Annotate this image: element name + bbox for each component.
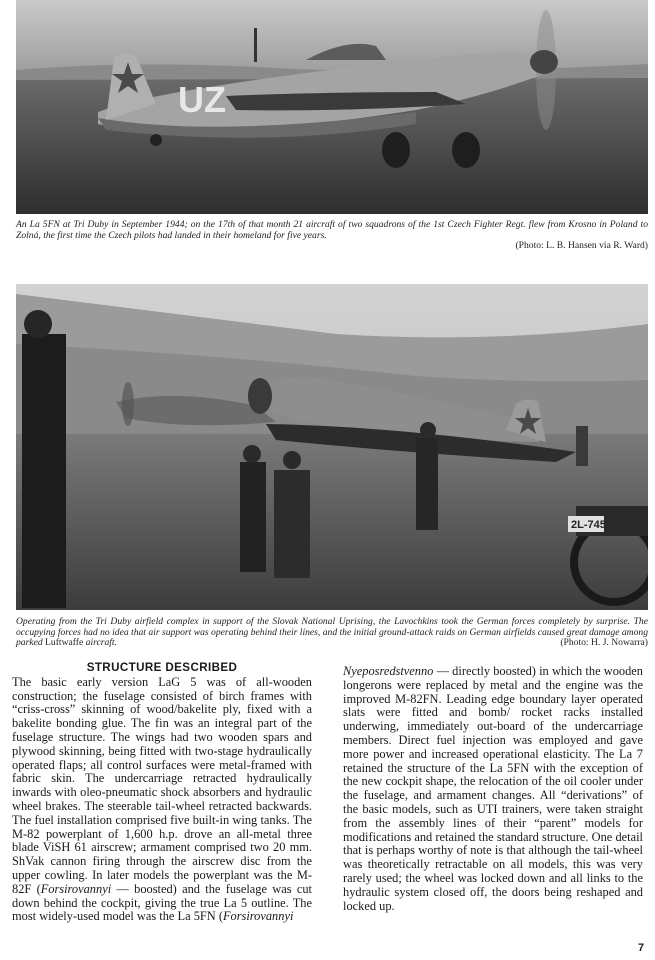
section-heading: STRUCTURE DESCRIBED	[86, 661, 238, 674]
bottom-photo-caption	[16, 617, 648, 649]
vehicle-plate: 2L-745	[571, 519, 606, 531]
aircraft-marking: UZ	[178, 79, 226, 120]
photo-credit: (Photo: H. J. Nowarra)	[560, 637, 648, 649]
body-term: Forsirovannyi	[222, 909, 294, 924]
la-5fn-photo-illustration	[16, 0, 648, 214]
body-text: The basic early version LaG 5 was of all-wooden construction; the fuselage consisted of birch frames with “criss-cross” skinning of wood/bakelite ply, fixed with a bakelite bonding glue. The fin was an integral part of the fuselage structure. The wings had two wooden spars and plywood skinning, being fitted with two-stage hydraulically operated flaps; all control surfaces were metal-framed with fabric skin. The undercarriage retracted hydraulically inwards with oleo-pneumatic shock absorbers and hydraulic wheel brakes. The steerable tail-wheel retracted backwards. The fuel installation comprised five built-in wing tanks. The M-82 powerplant of 1,600 h.p. drove an all-metal three blade ViSH 61 airscrew; armament comprised two 20 mm. ShVak cannon firing through the airscrew disc from the upper cowling. In later models the powerplant was the M-82F (	[12, 674, 312, 896]
article-column-left	[12, 661, 312, 924]
article-column-right	[343, 665, 643, 913]
photo-credit: (Photo: L. B. Hansen via R. Ward)	[515, 240, 648, 252]
body-term: Nyeposredstvenno	[343, 664, 434, 678]
caption-text: Operating from the Tri Duby airfield complex in support of the Slovak National Uprising, the Lavochkins took the German forces completely by surprise. The occupying forces had no idea that air support was operating behind their lines, and the initial ground-attack raids on German airfields caused great damage among parked	[16, 616, 648, 649]
body-paragraph	[343, 665, 643, 913]
bottom-photograph	[16, 284, 648, 610]
top-photograph	[16, 0, 648, 214]
lavochkin-airfield-photo-illustration	[16, 284, 648, 610]
top-photo-caption	[16, 220, 648, 252]
caption-text: An La 5FN at Tri Duby in September 1944; on the 17th of that month 21 aircraft of two squadrons of the 1st Czech Fighter Regt. flew from Krosno in Poland to Zolná, the first time the Czech pilots had landed in their homeland for five years.	[16, 219, 648, 241]
caption-text-upright: Luftwaffe	[45, 637, 84, 649]
body-text: — boosted) and the fuselage was cut down behind the cockpit, giving the true La 5 outline. The most widely-used model was the La 5FN (	[12, 881, 312, 924]
body-term: Forsirovannyi	[40, 881, 112, 896]
body-paragraph	[12, 676, 312, 924]
page-number: 7	[638, 942, 645, 954]
body-text: — directly boosted) in which the wooden longerons were replaced by metal and the engine was the improved M-82FN. Leading edge boundary layer operated slats were fitted and bomb/ rocket racks installed underwing, immediately out-board of the undercarriage members. Direct fuel injection was employed and gave more power and increased operational elasticity. The La 7 retained the structure of the La 5FN with the exception of the new cockpit shape, the relocation of the oil cooler under the fuselage, and armament changes. All “derivations” of the basic models, such as UTI trainers, were taken straight from the assembly lines of their “parent” models for modifications and retained the standard structure. One detail that is perhaps worthy of note is that although the tail-wheel was theoretically retractable on all models, this was very rarely used; the wheel was locked down and all links to the hydraulic system closed off, the doors being reshaped and locked up.	[343, 664, 643, 913]
caption-text-end: aircraft.	[85, 637, 117, 649]
